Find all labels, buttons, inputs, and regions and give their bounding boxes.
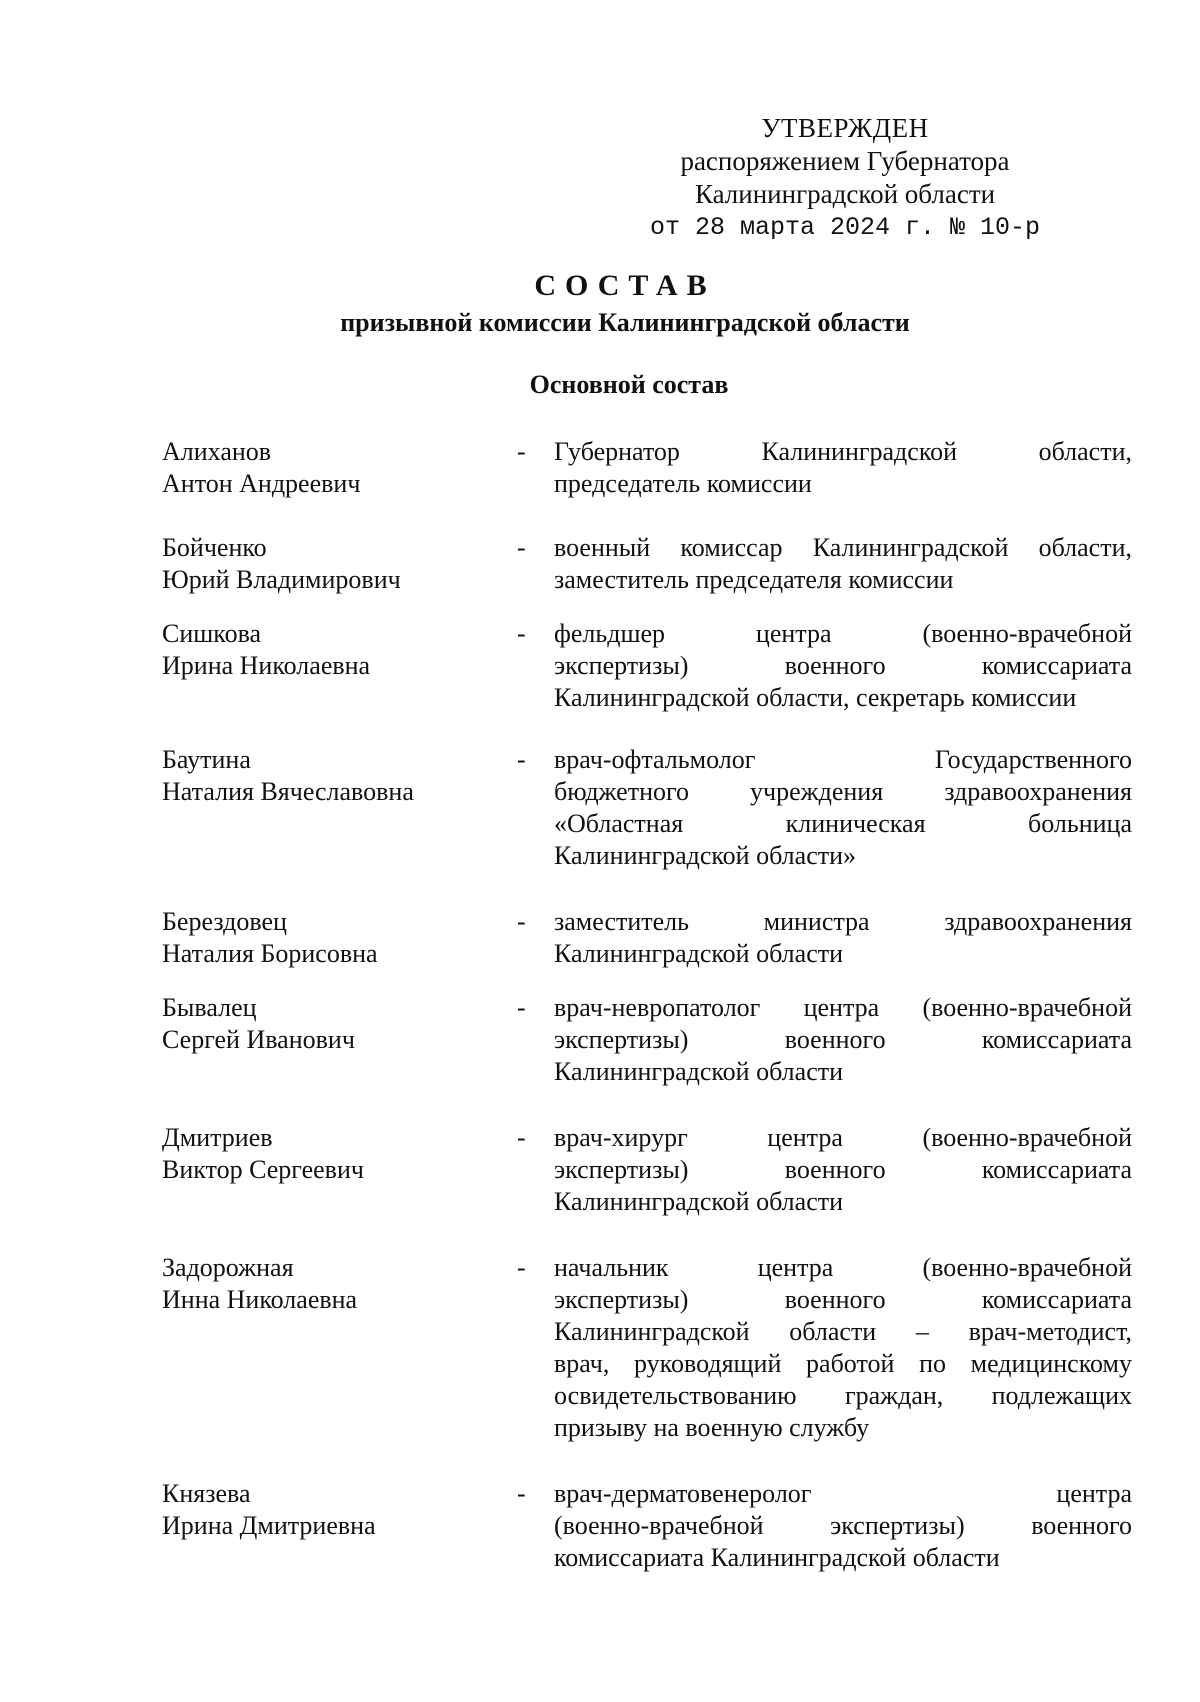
member-name bbox=[162, 1252, 517, 1444]
member-surname: Баутина bbox=[162, 745, 251, 774]
role-line: фельдшер центра (военно-врачебной bbox=[554, 619, 1132, 648]
role-line: комиссариата Калининградской области bbox=[554, 1543, 1000, 1572]
member-role bbox=[554, 1252, 1132, 1444]
role-line: Калининградской области bbox=[554, 1187, 844, 1216]
role-line: экспертизы) военного комиссариата bbox=[554, 1025, 1132, 1054]
member-entry bbox=[162, 1122, 1148, 1218]
member-entry bbox=[162, 744, 1148, 872]
member-surname: Князева bbox=[162, 1479, 251, 1508]
member-entry bbox=[162, 436, 1148, 500]
section-heading: Основной состав bbox=[529, 370, 729, 399]
role-line: Калининградской области» bbox=[554, 841, 857, 870]
member-role bbox=[554, 618, 1132, 714]
member-surname: Сишкова bbox=[162, 619, 262, 648]
member-given-names: Ирина Николаевна bbox=[162, 651, 371, 680]
dash-separator: - bbox=[517, 907, 526, 936]
dash-separator: - bbox=[517, 745, 526, 774]
member-name bbox=[162, 906, 517, 970]
member-role bbox=[554, 744, 1132, 872]
role-line: Калининградской области bbox=[554, 939, 844, 968]
role-line: начальник центра (военно-врачебной bbox=[554, 1253, 1132, 1282]
member-role bbox=[554, 532, 1132, 596]
role-line: Калининградской области – врач-методист, bbox=[554, 1317, 1132, 1346]
dash-separator: - bbox=[517, 1123, 526, 1152]
role-line: врач, руководящий работой по медицинскому bbox=[554, 1349, 1132, 1378]
role-line: призыву на военную службу bbox=[554, 1413, 870, 1442]
document-subtitle: призывной комиссии Калининградской области bbox=[340, 308, 910, 337]
role-line: экспертизы) военного комиссариата bbox=[554, 1285, 1132, 1314]
role-line: Калининградской области, секретарь комиссии bbox=[554, 683, 1077, 712]
dash-separator: - bbox=[517, 1479, 526, 1508]
member-name bbox=[162, 744, 517, 872]
member-surname: Дмитриев bbox=[162, 1123, 273, 1152]
dash-separator: - bbox=[517, 993, 526, 1022]
role-line: освидетельствованию граждан, подлежащих bbox=[554, 1381, 1132, 1410]
role-line: экспертизы) военного комиссариата bbox=[554, 1155, 1132, 1184]
member-name bbox=[162, 1478, 517, 1574]
role-line: заместитель председателя комиссии bbox=[554, 565, 954, 594]
member-surname: Бывалец bbox=[162, 993, 257, 1022]
role-line: бюджетного учреждения здравоохранения bbox=[554, 777, 1132, 806]
member-surname: Бойченко bbox=[162, 533, 267, 562]
dash-separator: - bbox=[517, 437, 526, 466]
member-entry bbox=[162, 906, 1148, 970]
member-entry bbox=[162, 532, 1148, 596]
member-name bbox=[162, 992, 517, 1088]
approval-stamp bbox=[635, 112, 1055, 244]
member-given-names: Наталия Вячеславовна bbox=[162, 777, 414, 806]
approval-line-1: распоряжением Губернатора bbox=[680, 146, 1010, 176]
member-name bbox=[162, 436, 517, 500]
member-role bbox=[554, 436, 1132, 500]
role-line: заместитель министра здравоохранения bbox=[554, 907, 1132, 936]
role-line: врач-офтальмолог Государственного bbox=[554, 745, 1132, 774]
member-given-names: Юрий Владимирович bbox=[162, 565, 401, 594]
role-line: председатель комиссии bbox=[554, 469, 812, 498]
member-name bbox=[162, 618, 517, 714]
member-given-names: Инна Николаевна bbox=[162, 1285, 358, 1314]
member-role bbox=[554, 992, 1132, 1088]
role-line: врач-дерматовенеролог центра bbox=[554, 1479, 1132, 1508]
approval-line-2: Калининградской области bbox=[694, 179, 996, 209]
member-given-names: Антон Андреевич bbox=[162, 469, 361, 498]
member-role bbox=[554, 906, 1132, 970]
member-name bbox=[162, 1122, 517, 1218]
role-line: врач-невропатолог центра (военно-врачебной bbox=[554, 993, 1132, 1022]
dash-separator: - bbox=[517, 619, 526, 648]
member-entry bbox=[162, 1252, 1148, 1444]
member-surname: Берездовец bbox=[162, 907, 287, 936]
member-surname: Алиханов bbox=[162, 437, 272, 466]
member-given-names: Сергей Иванович bbox=[162, 1025, 355, 1054]
role-line: военный комиссар Калининградской области, bbox=[554, 533, 1132, 562]
approval-date: от 28 марта 2024 г. № 10-р bbox=[649, 213, 1041, 242]
dash-separator: - bbox=[517, 533, 526, 562]
member-given-names: Наталия Борисовна bbox=[162, 939, 378, 968]
role-line: экспертизы) военного комиссариата bbox=[554, 651, 1132, 680]
member-given-names: Виктор Сергеевич bbox=[162, 1155, 364, 1184]
member-entry bbox=[162, 618, 1148, 714]
document-title-block bbox=[0, 266, 1200, 340]
dash-separator: - bbox=[517, 1253, 526, 1282]
role-line: Калининградской области bbox=[554, 1057, 844, 1086]
members-list bbox=[162, 436, 1148, 1574]
member-role bbox=[554, 1478, 1132, 1574]
approval-heading: УТВЕРЖДЕН bbox=[761, 113, 929, 143]
member-given-names: Ирина Дмитриевна bbox=[162, 1511, 376, 1540]
role-line: (военно-врачебной экспертизы) военного bbox=[554, 1511, 1132, 1540]
role-line: врач-хирург центра (военно-врачебной bbox=[554, 1123, 1132, 1152]
role-line: «Областная клиническая больница bbox=[554, 809, 1132, 838]
role-line: Губернатор Калининградской области, bbox=[554, 437, 1132, 466]
member-role bbox=[554, 1122, 1132, 1218]
document-title: СОСТАВ bbox=[534, 269, 716, 302]
member-entry bbox=[162, 992, 1148, 1088]
member-name bbox=[162, 532, 517, 596]
member-entry bbox=[162, 1478, 1148, 1574]
member-surname: Задорожная bbox=[162, 1253, 294, 1282]
